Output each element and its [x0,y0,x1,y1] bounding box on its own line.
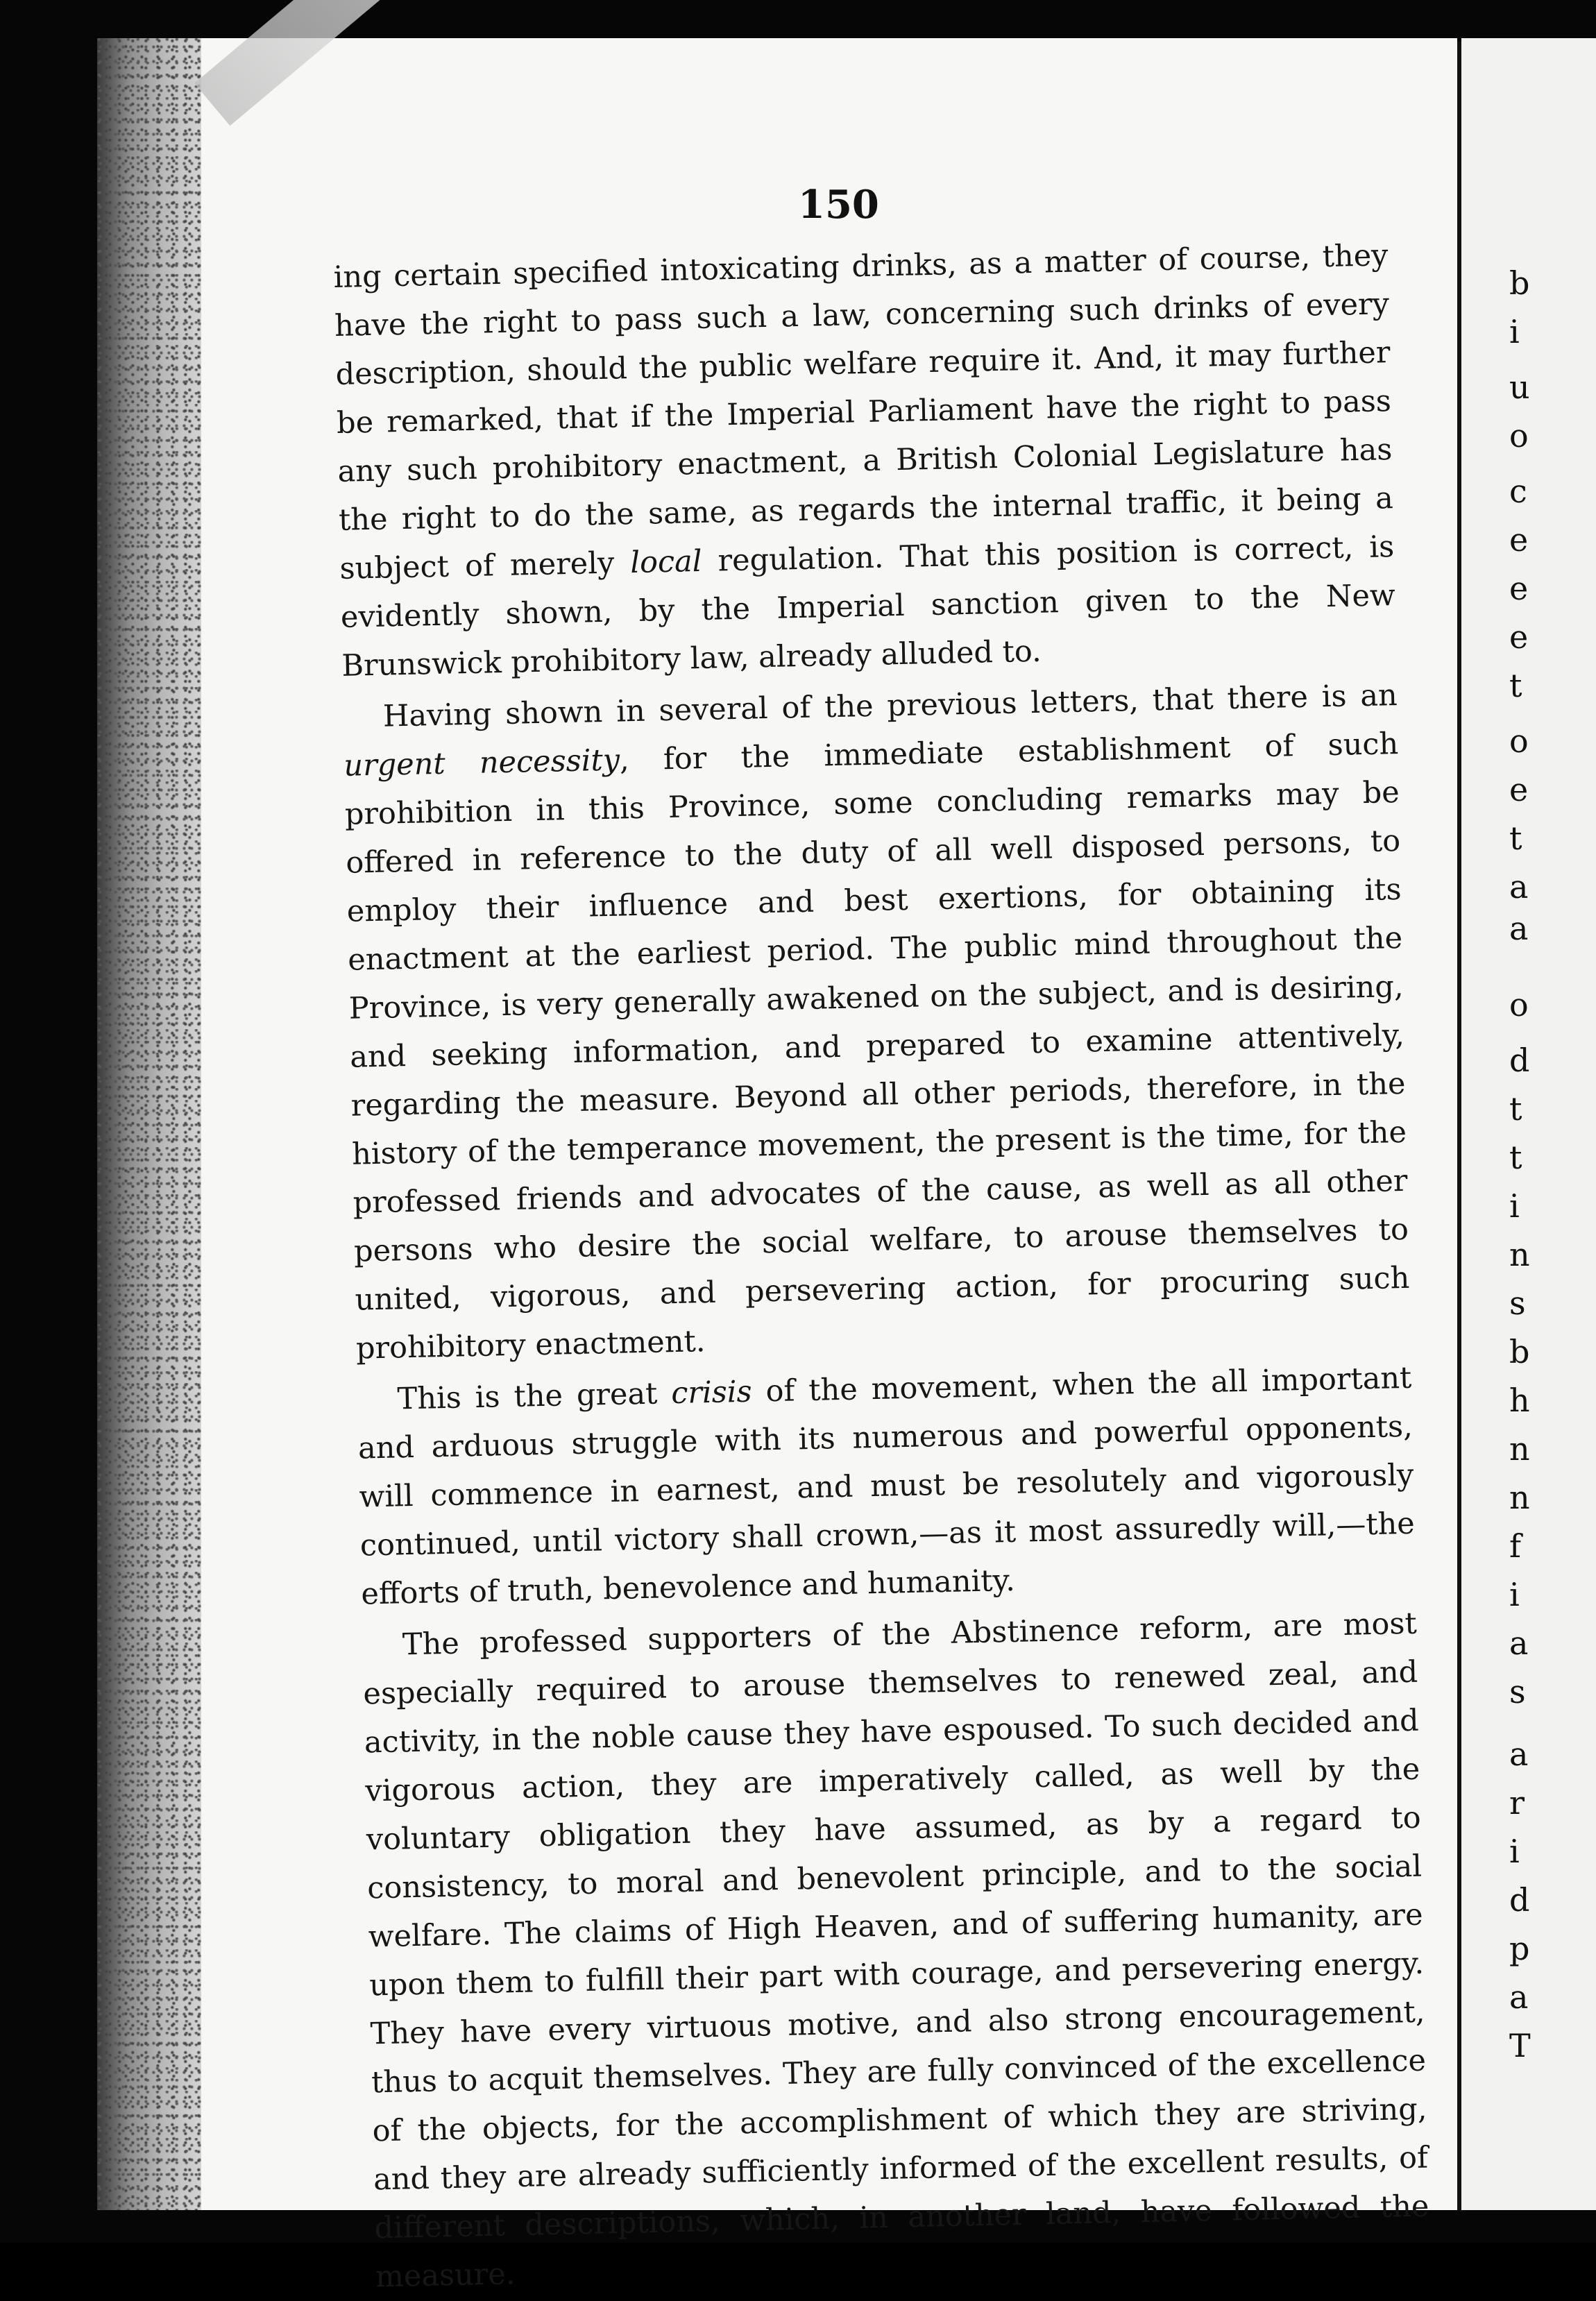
facing-page-letter: t [1509,667,1522,704]
text-run: The professed supporters of the Abstinence reform, are most especially required to arouse themselves to renewed zeal, and activity, in the noble cause they have espoused. To such decided and vigorous action, they are imperatively called, as well by the voluntary obligation they have assumed, as by a regard to consistency, to moral and benevolent principle, and to the social welfare. The claims of High Heaven, and of suffering humanity, are upon them to fulfill their part with courage, and persevering energy. They have every virtuous motive, and also strong encouragement, thus to acquit themselves. They are fully convinced of the excellence of the objects, for the accomplishment of which they are striving, and they are already sufficiently informed of the excellent results, of different descriptions, which, in another land, have followed the measure. [362,1606,1429,2295]
facing-page-letter: i [1509,313,1520,350]
facing-page-letter: t [1509,1139,1522,1176]
facing-page-letter: a [1509,910,1529,947]
facing-page-letter: o [1509,986,1529,1024]
book-spine [97,38,205,2210]
italic-text: crisis [670,1374,753,1411]
facing-page-letter: b [1509,1333,1530,1370]
facing-page-letter: u [1509,368,1530,406]
facing-page-letter: r [1509,1784,1525,1822]
facing-page-letter: i [1509,1187,1520,1225]
facing-page-letter: n [1509,1236,1530,1273]
facing-page-letter: s [1509,1673,1526,1710]
paragraph-3 [357,1354,1416,1619]
paragraph-4 [362,1599,1430,2301]
facing-page-letter: d [1509,1881,1530,1919]
facing-page-letter: c [1509,473,1527,510]
facing-page-letter: i [1509,1833,1520,1870]
facing-page-letter: e [1509,521,1529,559]
facing-page-letter: d [1509,1042,1530,1079]
italic-text: local [629,543,702,581]
facing-page-letter: s [1509,1284,1526,1322]
facing-page-letter: T [1509,2027,1531,2064]
facing-page-letter: h [1509,1382,1530,1419]
facing-page-letter: t [1509,1090,1522,1128]
text-run: regulation. That this position is correct, is evidently shown, by the Imperial sanction given to the New Brunswick prohibitory law, already alluded to. [340,529,1396,683]
facing-page-letter: t [1509,820,1522,857]
facing-page-letter: f [1509,1527,1522,1565]
facing-page-letter: i [1509,1576,1520,1613]
page-number: 150 [798,182,879,228]
facing-page-letter: n [1509,1479,1530,1516]
italic-text: urgent necessity [343,742,620,783]
text-run: of the movement, when the all important and arduous struggle with its numerous and powerful opponents, will commence in earnest, and must be resolutely and vigorously continued, until victory shall crown,—as it most assuredly will,—the efforts of truth, benevolence and humanity. [357,1360,1416,1612]
facing-page-letter: a [1509,1735,1529,1773]
paragraph-2 [342,671,1411,1373]
facing-page-letter: p [1509,1930,1530,1967]
facing-page-letter: a [1509,1624,1529,1662]
facing-page-letter: o [1509,417,1529,455]
text-run: Having shown in several of the previous letters, that there is an [382,678,1398,734]
facing-page-letter: e [1509,771,1529,808]
facing-page-letter: e [1509,618,1529,656]
text-run: ing certain specified intoxicating drinks, as a matter of course, they have the right to pass such a law, concerning such drinks of every description, should the public welfare require it. And, it may further be remarked, that if the Imperial Parliament have the right to pass any such prohibitory enactment, a British Colonial Legislature has the right to do the same, as regards the internal traffic, it being a subject of merely [333,238,1394,586]
facing-page-letter: e [1509,570,1529,607]
facing-page-letter: a [1509,1978,1529,2016]
facing-page-letter: b [1509,264,1530,302]
facing-page-letter: o [1509,722,1529,760]
text-run: , for the immediate establishment of such prohibition in this Province, some concluding remarks may be offered in reference to the duty of all well disposed persons, to employ their influence and best exertions, for obtaining its enactment at the earliest period. The public mind throughout the Province, is very generally awakened on the subject, and is desiring, and seeking information, and prepared to examine attentively, regarding the measure. Beyond all other periods, therefore, in the history of the temperance movement, the present is the time, for the professed friends and advocates of the cause, as well as all other persons who desire the social welfare, to arouse themselves to united, vigorous, and persevering action, for procuring such prohibitory enactment. [344,727,1410,1366]
paragraph-1 [333,231,1397,690]
facing-page-letter: a [1509,868,1529,906]
facing-page-letter: n [1509,1430,1530,1468]
body-text [333,231,1430,2301]
text-run: This is the great [397,1376,672,1417]
